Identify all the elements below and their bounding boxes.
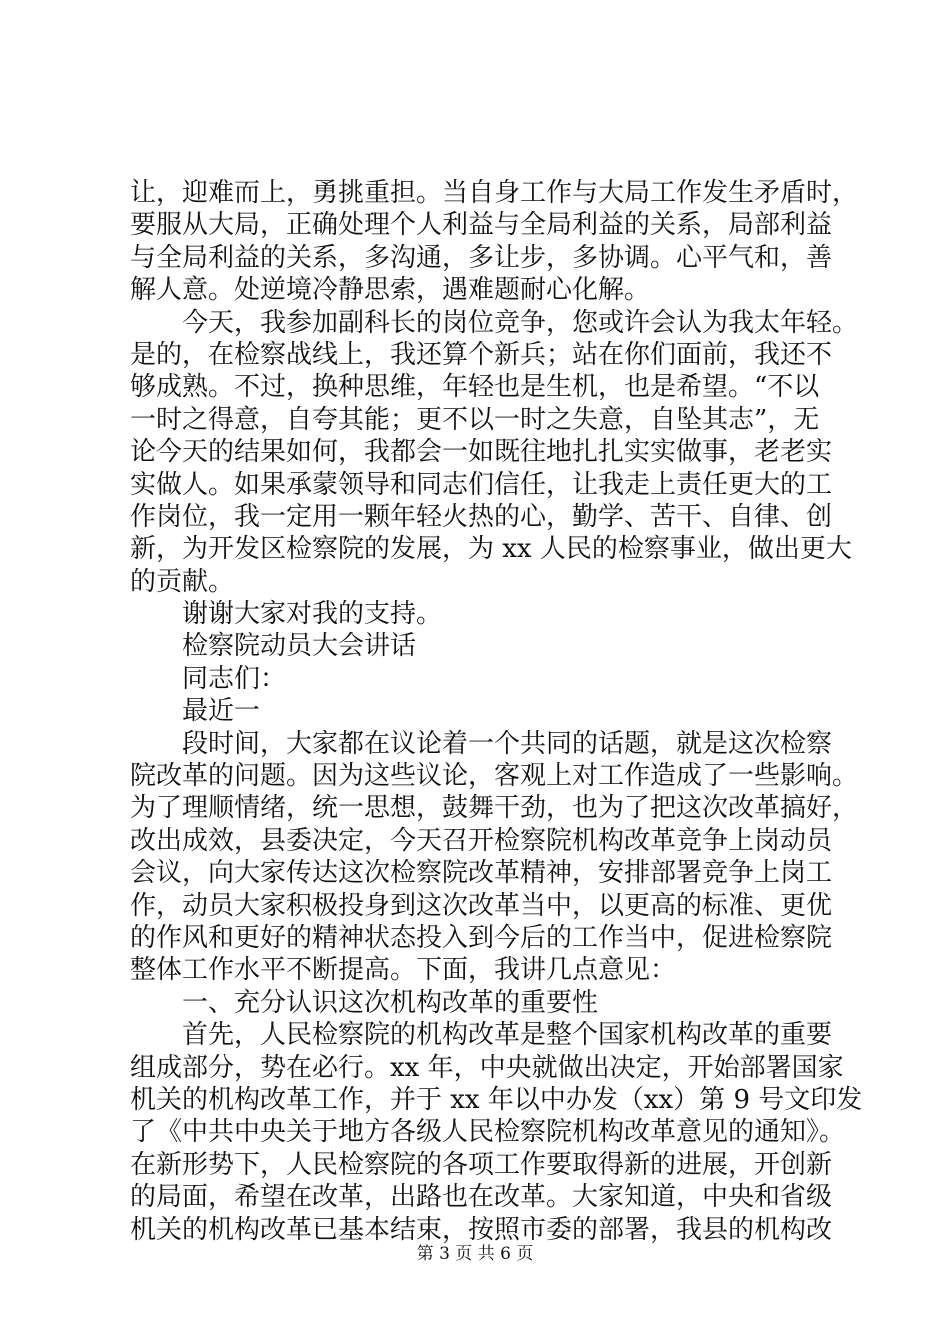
- text-line: 谢谢大家对我的支持。: [182, 599, 443, 630]
- document-body: [130, 177, 863, 1246]
- paragraph: [130, 177, 859, 307]
- text-line: 最近一: [182, 696, 261, 727]
- paragraph: [130, 598, 850, 630]
- speech-title: [130, 630, 850, 662]
- text-line: 实做人。如果承蒙领导和同志们信任，让我走上责任更大的工: [130, 469, 833, 500]
- paragraph: [130, 728, 859, 987]
- text-line: 新，为开发区检察院的发展，为 xx 人民的检察事业，做出更大: [130, 534, 852, 565]
- text-line: 作岗位，我一定用一颗年轻火热的心，勤学、苦干、自律、创: [130, 501, 833, 532]
- salutation: [130, 663, 850, 695]
- text-line: 机关的机构改革已基本结束，按照市委的部署，我县的机构改: [130, 1214, 833, 1245]
- text-line: 一、充分认识这次机构改革的重要性: [182, 987, 599, 1018]
- text-line: 机关的机构改革工作，并于 xx 年以中办发（xx）第 9 号文印发: [130, 1084, 863, 1115]
- text-line: 首先，人民检察院的机构改革是整个国家机构改革的重要: [182, 1020, 833, 1051]
- text-line: 要服从大局，正确处理个人利益与全局利益的关系，局部利益: [130, 210, 833, 241]
- text-line: 改出成效，县委决定，今天召开检察院机构改革竞争上岗动员: [130, 825, 833, 856]
- text-line: 作，动员大家积极投身到这次改革当中，以更高的标准、更优: [130, 890, 833, 921]
- section-heading: [130, 987, 850, 1019]
- page-number: 第 3 页 共 6 页: [416, 1244, 534, 1264]
- text-line: 是的，在检察战线上，我还算个新兵；站在你们面前，我还不: [130, 339, 833, 370]
- text-line: 解人意。处逆境冷静思索，遇难题耐心化解。: [130, 275, 651, 306]
- text-line: 段时间，大家都在议论着一个共同的话题，就是这次检察: [182, 728, 833, 759]
- text-line: 同志们：: [182, 663, 287, 694]
- text-line: 在新形势下，人民检察院的各项工作要取得新的进展，开创新: [130, 1149, 833, 1180]
- text-line: 与全局利益的关系，多沟通，多让步，多协调。心平气和，善: [130, 242, 833, 273]
- text-line: 了《中共中央关于地方各级人民检察院机构改革意见的通知》。: [130, 1117, 846, 1148]
- text-line: 论今天的结果如何，我都会一如既往地扎扎实实做事，老老实: [130, 437, 833, 468]
- text-line: 的贡献。: [130, 566, 235, 597]
- text-line: 组成部分，势在必行。xx 年，中央就做出决定，开始部署国家: [130, 1052, 844, 1083]
- paragraph: [130, 307, 859, 599]
- text-line: 今天，我参加副科长的岗位竞争，您或许会认为我太年轻。: [182, 307, 859, 338]
- text-line: 为了理顺情绪，统一思想，鼓舞干劲，也为了把这次改革搞好，: [130, 793, 859, 824]
- text-line: 会议，向大家传达这次检察院改革精神，安排部署竞争上岗工: [130, 858, 833, 889]
- text-line: 院改革的问题。因为这些议论，客观上对工作造成了一些影响。: [130, 761, 859, 792]
- text-line: 检察院动员大会讲话: [182, 631, 417, 662]
- text-line: 的作风和更好的精神状态投入到今后的工作当中，促进检察院: [130, 922, 833, 953]
- text-line: 够成熟。不过，换种思维，年轻也是生机，也是希望。“不以: [130, 372, 820, 403]
- text-line: 让，迎难而上，勇挑重担。当自身工作与大局工作发生矛盾时，: [130, 178, 859, 208]
- text-line: 整体工作水平不断提高。下面，我讲几点意见：: [130, 955, 677, 986]
- paragraph: [130, 1019, 863, 1246]
- text-line: 的局面，希望在改革，出路也在改革。大家知道，中央和省级: [130, 1182, 833, 1213]
- text-line: 一时之得意，自夸其能；更不以一时之失意，自坠其志”，无: [130, 404, 820, 435]
- paragraph: [130, 695, 850, 727]
